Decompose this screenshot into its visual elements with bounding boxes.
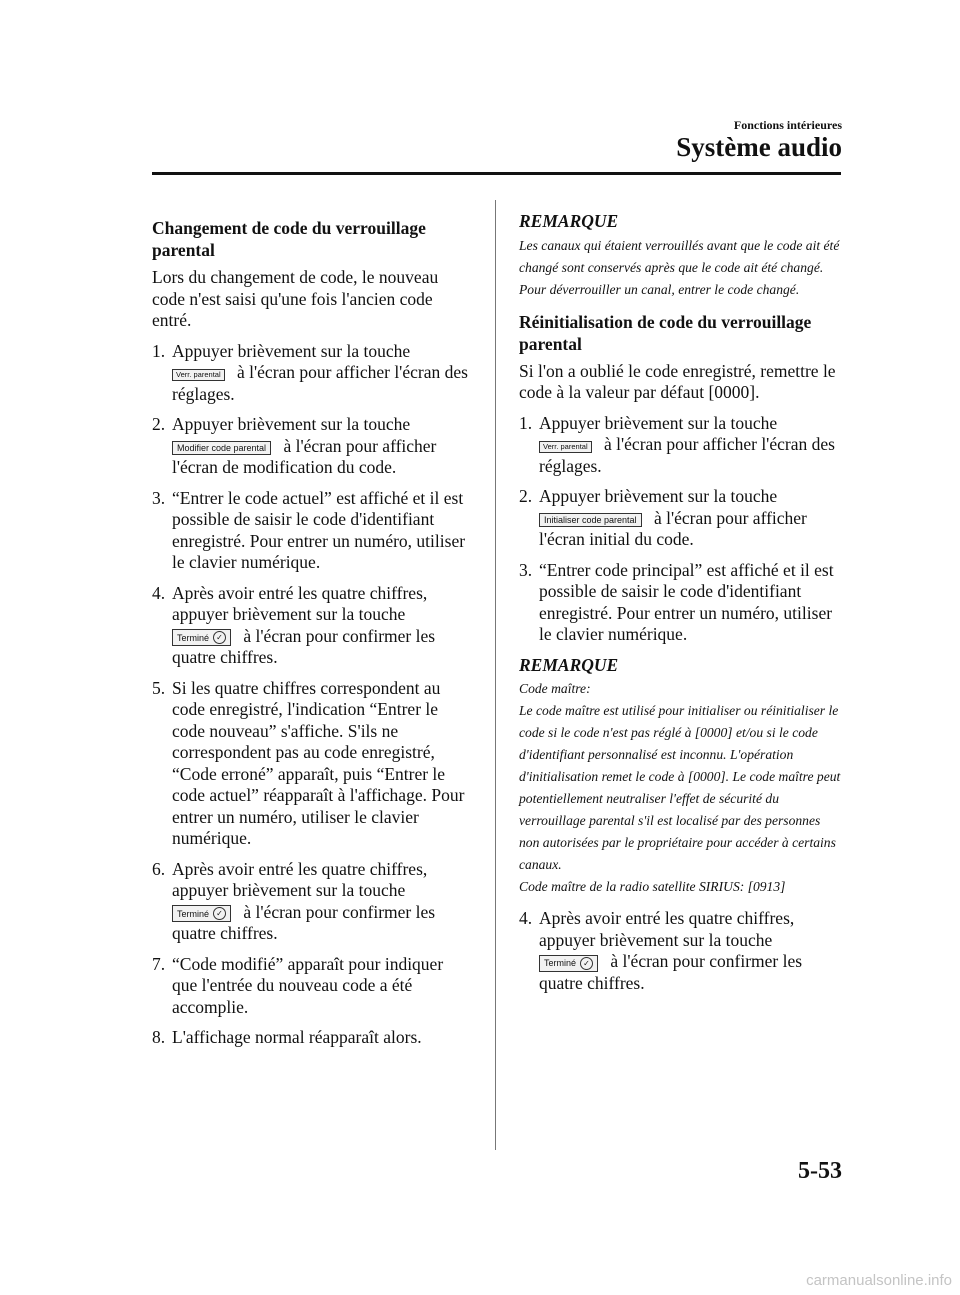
list-item (519, 908, 841, 994)
header-title: Système audio (676, 132, 842, 162)
right-intro: Si l'on a oublié le code enregistré, remettre le code à la valeur par défaut [0000]. (519, 360, 836, 402)
termine-key: Terminé ✓ (172, 905, 231, 922)
step-text: à l'écran pour confirmer les quatre chiffres. (539, 951, 803, 993)
step-text: Appuyer brièvement sur la touche (539, 486, 778, 506)
step-number: 3. (519, 559, 533, 580)
step-text: à l'écran pour afficher l'écran des réglages. (172, 362, 468, 404)
list-item (152, 488, 472, 574)
column-divider (495, 200, 496, 1150)
step-number: 1. (519, 412, 533, 433)
step-text: “Entrer le code actuel” est affiché et il est possible de saisir le code d'identifiant enregistré. Pour entrer un numéro, utiliser le clavier numérique. (172, 487, 466, 572)
step-text: Appuyer brièvement sur la touche (539, 412, 778, 433)
termine-key: Terminé ✓ (172, 629, 231, 646)
step-text: L'affichage normal réapparaît alors. (172, 1027, 422, 1047)
right-heading: Réinitialisation de code du verrouillage parental (519, 311, 812, 354)
initialiser-code-key: Initialiser code parental (539, 513, 642, 527)
step-text: Après avoir entré les quatre chiffres, appuyer brièvement sur la touche (172, 858, 428, 900)
left-heading: Changement de code du verrouillage parental (152, 218, 426, 260)
step-text: Appuyer brièvement sur la touche (172, 414, 411, 434)
list-item (519, 486, 841, 551)
list-item (152, 678, 472, 850)
list-item (519, 560, 841, 646)
step-number: 4. (152, 582, 166, 603)
list-item (152, 1027, 472, 1049)
check-circle-icon: ✓ (213, 907, 226, 920)
left-steps (152, 341, 472, 1049)
step-text: Après avoir entré les quatre chiffres, appuyer brièvement sur la touche (172, 582, 428, 624)
step-number: 8. (152, 1027, 166, 1047)
step-text: à l'écran pour confirmer les quatre chiffres. (172, 625, 436, 667)
list-item (152, 954, 472, 1019)
step-text: Si les quatre chiffres correspondent au code enregistré, l'indication “Entrer le code nouveau” s'affiche. S'ils ne correspondent pas au code enregistré, “Code erroné” apparaît, puis “Entrer le code actuel” réapparaît à l'affichage. Pour entrer un numéro, utiliser le clavier numérique. (172, 677, 465, 848)
page-number: 5-53 (798, 1158, 842, 1184)
note-heading: REMARQUE (519, 654, 619, 675)
step-text: “Code modifié” apparaît pour indiquer que l'entrée du nouveau code a été accomplie. (172, 953, 444, 1017)
step-number: 7. (152, 953, 166, 974)
note-body: Les canaux qui étaient verrouillés avant que le code ait été changé sont conservés après que le code ait été changé. Pour déverrouiller un canal, entrer le code changé. (519, 237, 840, 297)
list-item (152, 583, 472, 669)
step-text: Appuyer brièvement sur la touche (172, 340, 411, 361)
step-number: 5. (152, 677, 166, 698)
step-text: à l'écran pour afficher l'écran initial du code. (539, 507, 807, 549)
step-number: 6. (152, 858, 166, 879)
verr-parental-key: Verr. parental (172, 369, 225, 381)
list-item (152, 341, 472, 406)
header-section: Fonctions intérieures (733, 118, 842, 132)
step-number: 1. (152, 340, 166, 361)
step-text: à l'écran pour afficher l'écran de modification du code. (172, 435, 437, 477)
left-column (152, 217, 472, 1058)
right-steps (519, 413, 841, 646)
check-circle-icon: ✓ (213, 631, 226, 644)
step-number: 4. (519, 908, 533, 928)
step-number: 2. (519, 486, 533, 506)
step-number: 2. (152, 414, 166, 434)
list-item (519, 413, 841, 478)
verr-parental-key: Verr. parental (539, 441, 592, 453)
step-text: Après avoir entré les quatre chiffres, appuyer brièvement sur la touche (539, 908, 795, 950)
left-intro: Lors du changement de code, le nouveau code n'est saisi qu'une fois l'ancien code entré. (152, 267, 439, 330)
header-rule (152, 172, 841, 175)
modifier-code-key: Modifier code parental (172, 441, 271, 455)
list-item (152, 859, 472, 945)
right-column (519, 211, 841, 1003)
list-item (152, 414, 472, 479)
right-steps-continued (519, 908, 841, 994)
step-text: “Entrer code principal” est affiché et il est possible de saisir le code d'identifiant enregistré. Pour entrer un numéro, utiliser le clavier numérique. (539, 559, 834, 644)
step-text: à l'écran pour afficher l'écran des réglages. (539, 434, 835, 476)
watermark: carmanualsonline.info (806, 1272, 952, 1289)
step-text: à l'écran pour confirmer les quatre chiffres. (172, 901, 436, 943)
termine-key: Terminé ✓ (539, 955, 598, 972)
check-circle-icon: ✓ (580, 957, 593, 970)
step-number: 3. (152, 487, 166, 508)
note-heading: REMARQUE (519, 211, 619, 231)
note-body: Code maître: Le code maître est utilisé pour initialiser ou réinitialiser le code si le code n'est pas réglé à [0000] et/ou si le code d'identifiant personnalisé est inconnu. L'opération d'initialisation remet le code à [0000]. Le code maître peut potentiellement neutraliser l'effet de sécurité du verrouillage parental s'il est localisé par des personnes non autorisées par le propriétaire pour accéder à certains canaux. Code maître de la radio satellite SIRIUS: [0913] (519, 681, 841, 894)
